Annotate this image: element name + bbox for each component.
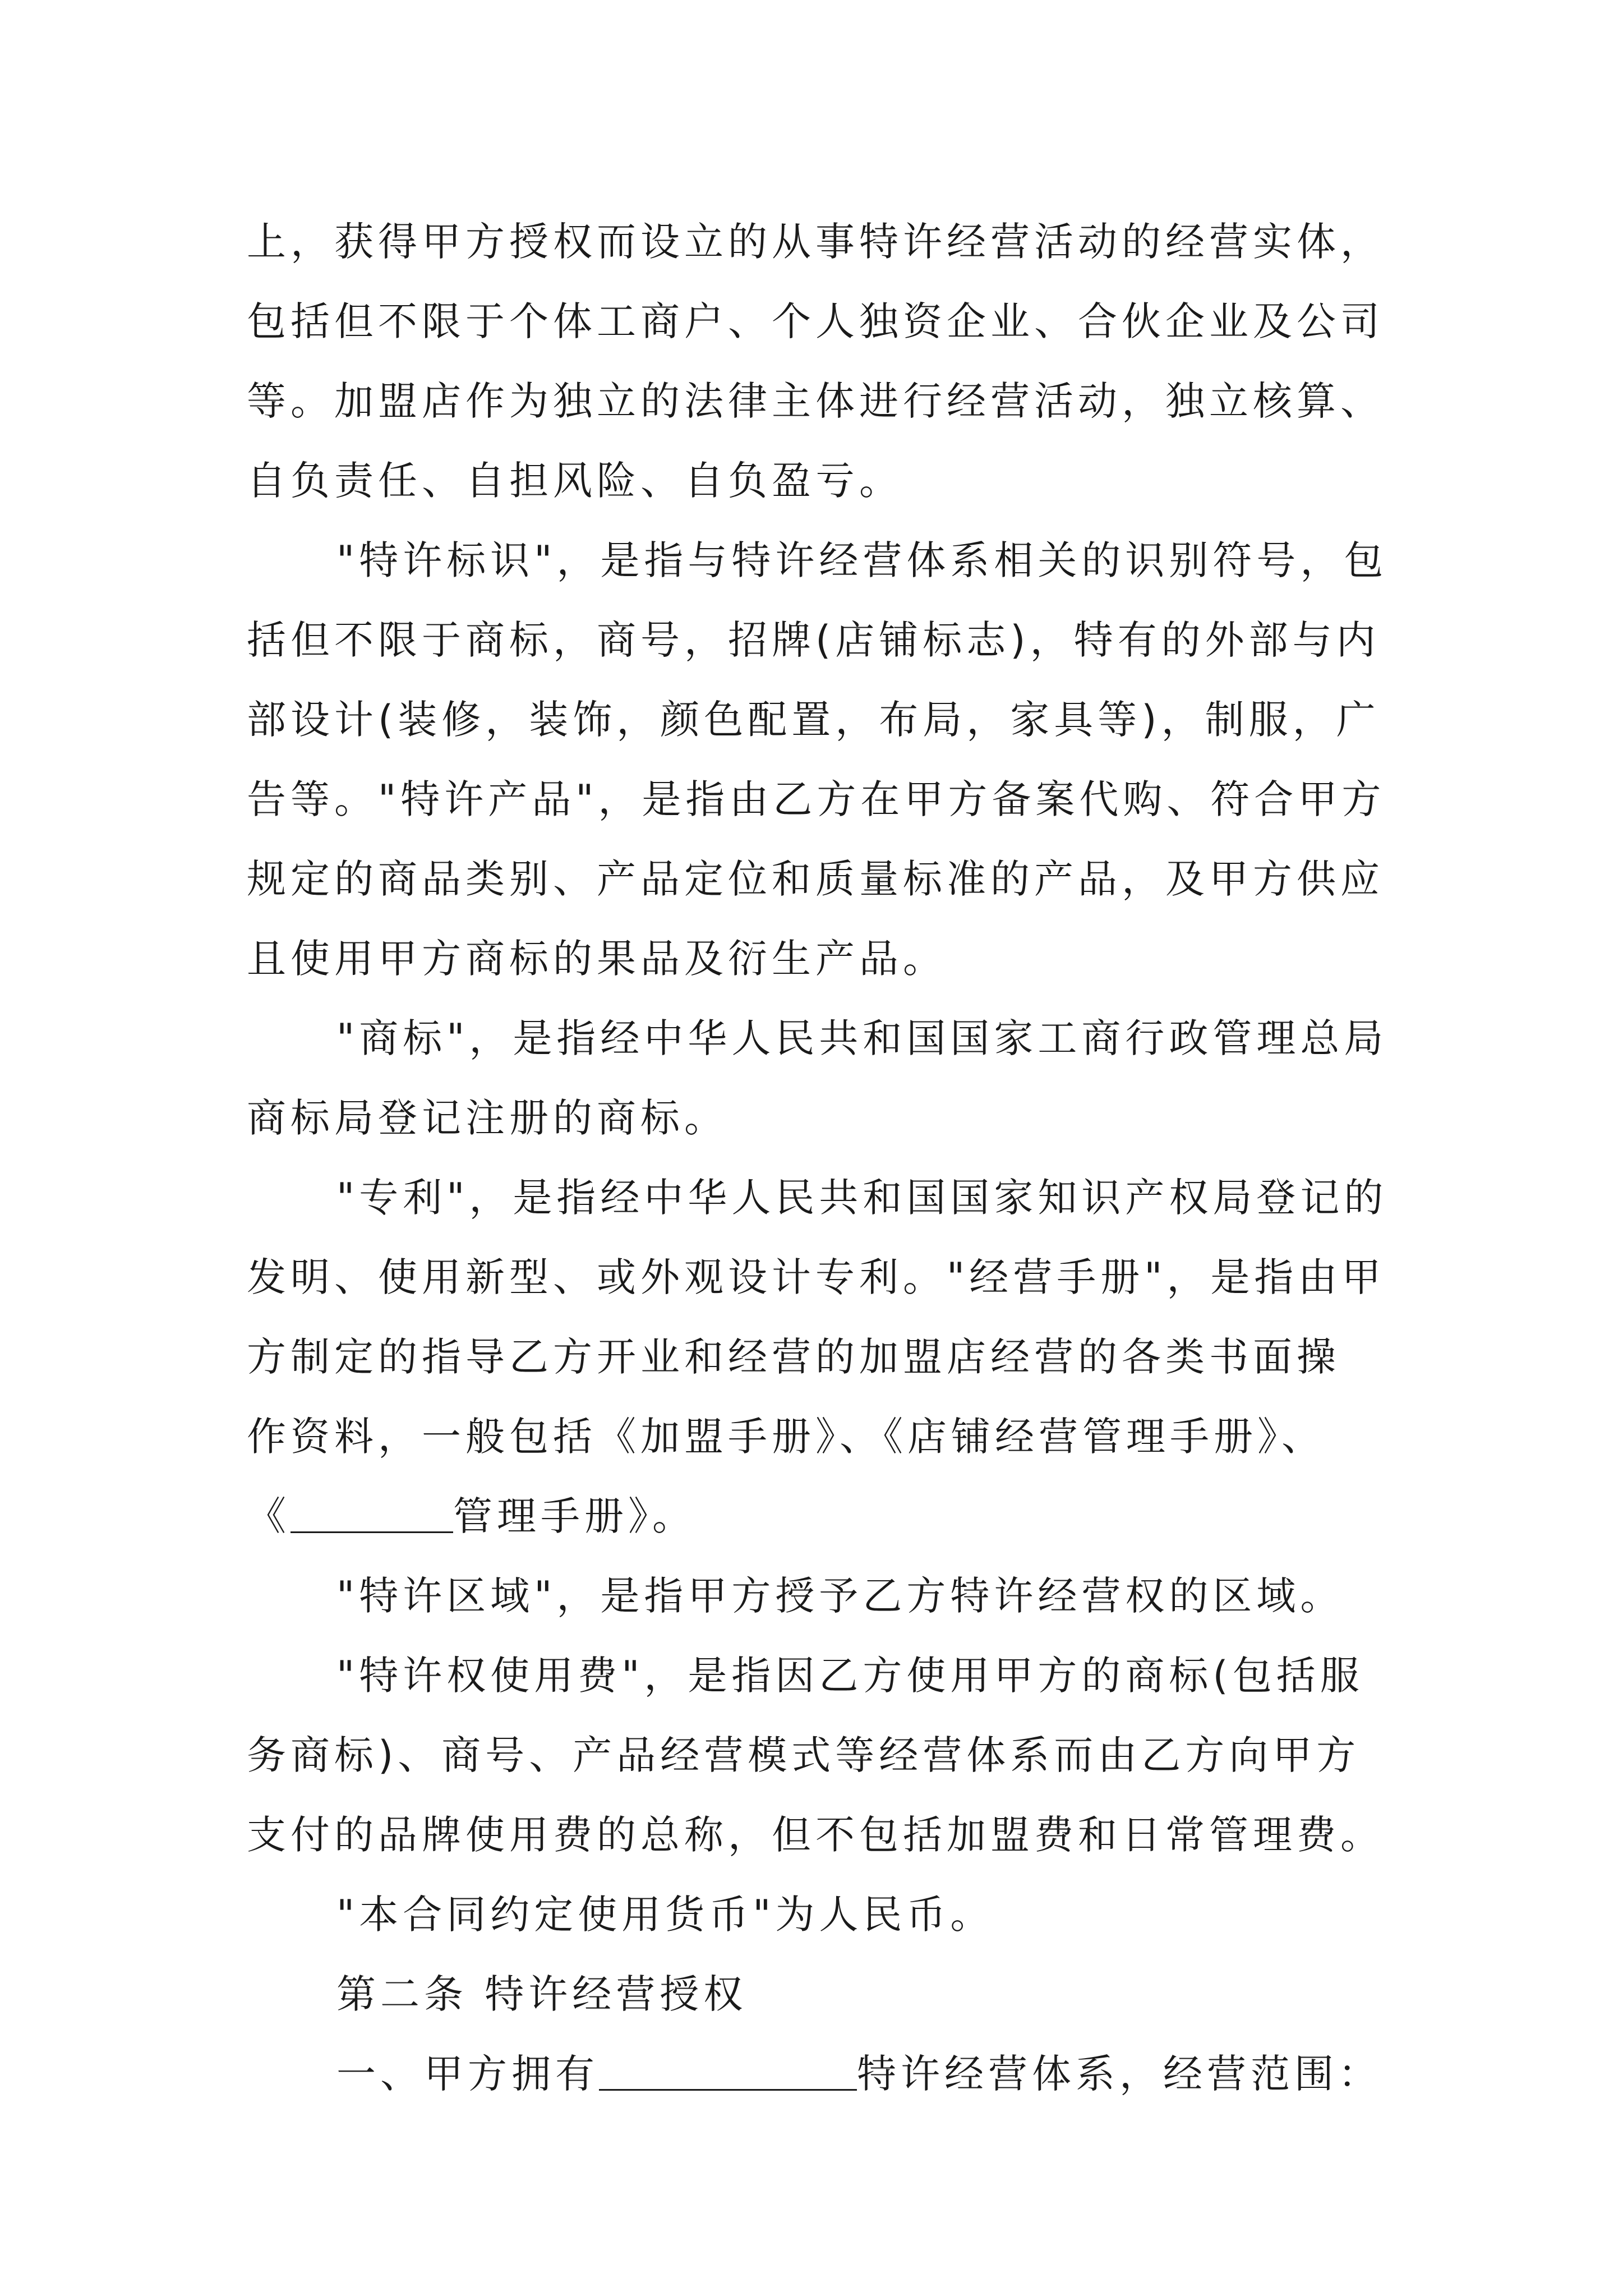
text-line: 作资料，一般包括《加盟手册》、《店铺经营管理手册》、 <box>247 1414 1325 1460</box>
text-line: 支付的品牌使用费的总称，但不包括加盟费和日常管理费。 <box>247 1812 1384 1858</box>
text-line: 部设计(装修，装饰，颜色配置，布局，家具等)，制服，广 <box>247 697 1380 743</box>
contract-body <box>247 202 1402 2114</box>
text-line: "特许权使用费"，是指因乙方使用甲方的商标(包括服 <box>336 1653 1364 1699</box>
section-heading: 第二条 特许经营授权 <box>336 1971 748 2017</box>
text-line: 方制定的指导乙方开业和经营的加盟店经营的各类书面操 <box>247 1334 1340 1380</box>
grant-line-suffix: 特许经营体系，经营范围： <box>857 2051 1382 2097</box>
manual-blank-line <box>247 1476 1402 1556</box>
text-line: 包括但不限于个体工商户、个人独资企业、合伙企业及公司 <box>247 298 1384 344</box>
system-name-blank <box>599 2050 857 2091</box>
grant-line-prefix: 一、甲方拥有 <box>336 2051 599 2097</box>
manual-name-blank <box>291 1492 453 1533</box>
text-line: 发明、使用新型、或外观设计专利。"经营手册"，是指由甲 <box>247 1254 1386 1300</box>
text-line: 括但不限于商标，商号，招牌(店铺标志)，特有的外部与内 <box>247 617 1380 663</box>
manual-line-suffix: 管理手册》。 <box>453 1493 696 1539</box>
text-line: 上，获得甲方授权而设立的从事特许经营活动的经营实体， <box>247 219 1384 265</box>
text-line: "专利"，是指经中华人民共和国国家知识产权局登记的 <box>336 1175 1388 1221</box>
grant-blank-line <box>247 2034 1402 2114</box>
manual-line-prefix: 《 <box>247 1493 291 1539</box>
text-line: 自负责任、自担风险、自负盈亏。 <box>247 458 903 504</box>
text-line: 且使用甲方商标的果品及衍生产品。 <box>247 936 947 982</box>
text-line: 商标局登记注册的商标。 <box>247 1095 728 1141</box>
text-line: 规定的商品类别、产品定位和质量标准的产品，及甲方供应 <box>247 856 1384 902</box>
text-line: "特许区域"，是指甲方授予乙方特许经营权的区域。 <box>336 1573 1344 1619</box>
text-line: "特许标识"，是指与特许经营体系相关的识别符号，包 <box>336 537 1388 583</box>
text-line: 务商标)、商号、产品经营模式等经营体系而由乙方向甲方 <box>247 1732 1361 1778</box>
text-line: 等。加盟店作为独立的法律主体进行经营活动，独立核算、 <box>247 378 1384 424</box>
text-line: "本合同约定使用货币"为人民币。 <box>336 1892 994 1938</box>
text-line: 告等。"特许产品"，是指由乙方在甲方备案代购、符合甲方 <box>247 776 1386 822</box>
text-line: "商标"，是指经中华人民共和国国家工商行政管理总局 <box>336 1015 1388 1061</box>
